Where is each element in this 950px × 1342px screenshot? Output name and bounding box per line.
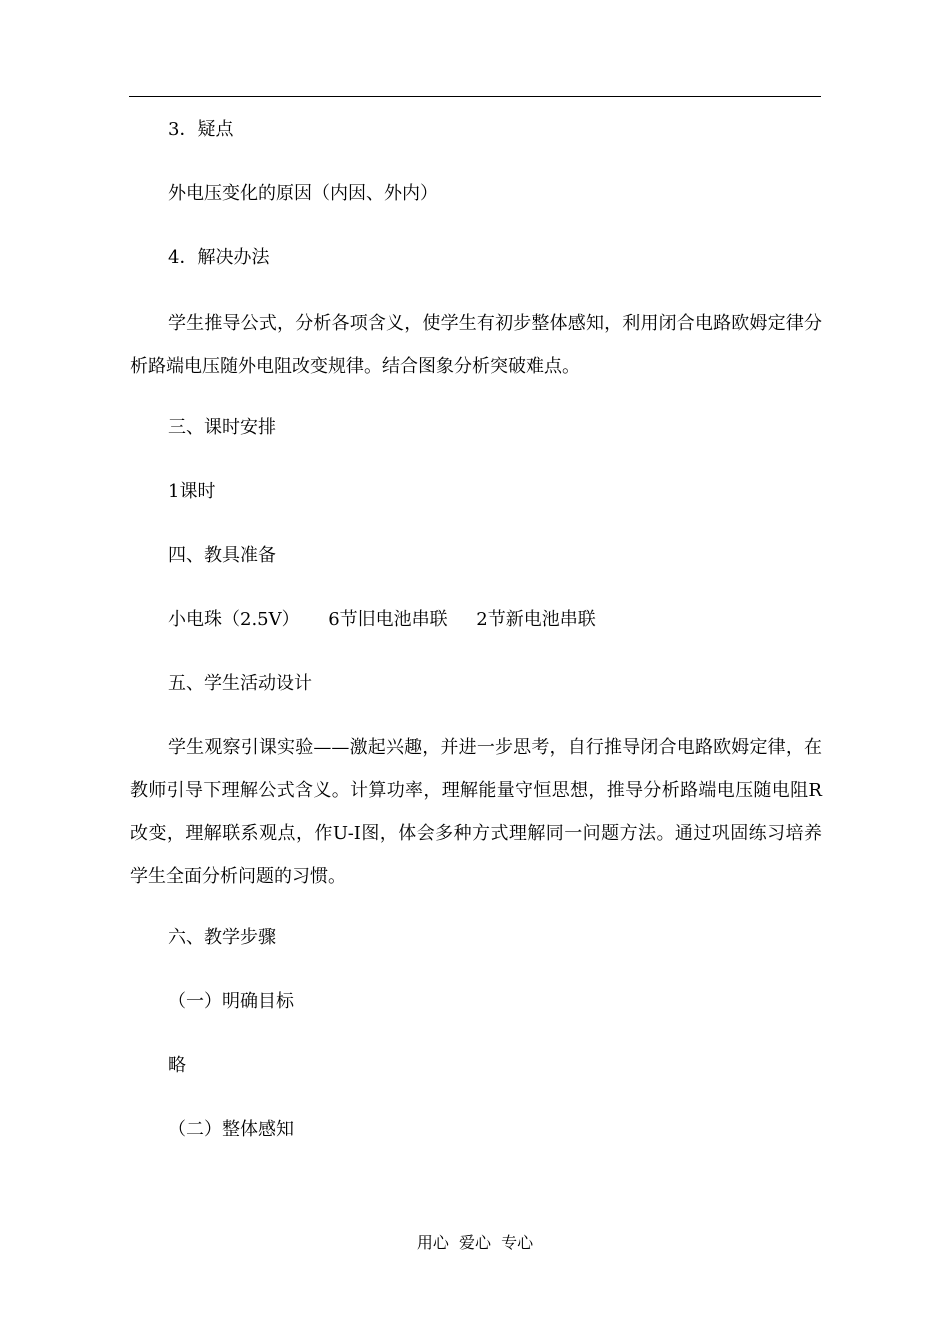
teaching-aids-text: 小电珠（2.5V） 6节旧电池串联 2节新电池串联	[168, 609, 596, 630]
student-activity-paragraph: 学生观察引课实验——激起兴趣，并进一步思考，自行推导闭合电路欧姆定律，在教师引导下理解公式含义。计算功率，理解能量守恒思想，推导分析路端电压随电阻R改变，理解联系观点，作U-I图，体会多种方式理解同一问题方法。通过巩固练习培养学生全面分析问题的习惯。	[130, 737, 822, 887]
heading-class-schedule: 三、课时安排	[168, 417, 276, 438]
header-rule	[129, 96, 821, 97]
heading-clear-goals: （一）明确目标	[168, 991, 294, 1012]
heading-solution: 4．解决办法	[168, 247, 270, 268]
solution-paragraph: 学生推导公式，分析各项含义，使学生有初步整体感知，利用闭合电路欧姆定律分析路端电压随外电阻改变规律。结合图象分析突破难点。	[130, 313, 822, 377]
class-schedule-text: 1课时	[168, 481, 216, 502]
heading-teaching-steps: 六、教学步骤	[168, 927, 276, 948]
heading-doubt-point: 3．疑点	[168, 119, 234, 140]
heading-student-activity: 五、学生活动设计	[168, 673, 312, 694]
heading-teaching-aids: 四、教具准备	[168, 545, 276, 566]
heading-overall-perception: （二）整体感知	[168, 1119, 294, 1140]
doubt-point-text: 外电压变化的原因（内因、外内）	[168, 183, 438, 204]
clear-goals-text: 略	[168, 1055, 186, 1076]
page-footer: 用心 爱心 专心	[416, 1233, 534, 1252]
